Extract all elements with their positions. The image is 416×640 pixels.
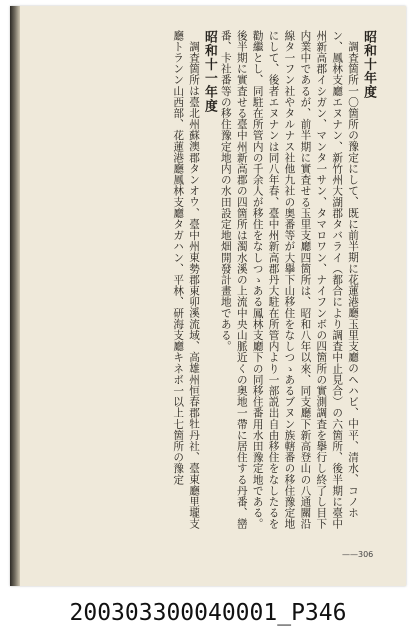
section-heading-1935: 昭和十年度	[361, 30, 376, 99]
page-number-value: 306	[358, 550, 374, 559]
archive-id-caption: 200303300040001_P346	[69, 600, 347, 626]
section-paragraph-1936: 調査箇所は臺北州蘇澳郡タンオウ、臺中州東勢郡東卯溪流域、高雄州恒春郡牡丹社、臺東廳里壠支廳トランン山西部、花蓮港廳鳳林支廳タガハン、平林、研海支廳キネボ一以上七箇所の豫定	[172, 30, 201, 529]
scanned-page	[10, 6, 406, 586]
page-number: ——306	[342, 550, 374, 559]
section-paragraph-1935: 調査箇所一〇箇所の豫定にして、既に前半期に花蓮港廳玉里支廳のヘハビ、中平、清水、コノホン、鳳林支廳エヌナン、新竹州大湖郡タバライ（都合により調査中止見合）の六箇所、後半期に臺中州新高郡イシガン、マンタ一サン、タマロワン、ナイフンボの四箇所の實測調査を擧行し終了し目下内業中であるが、前半期に實査せる玉里支廳四箇所は、昭和八年以來、同支廳下新高登山の八通關沿線タ一フン社やタルナス社他九社の奥番等が大擧下山移住をなしつゝあるブヌン族轄番の移住豫定地にして、後者エヌナンは同八年春、臺中州新高郡丹大駐在所管内より一部説出自由移住をなしたるを勸繼とし、同駐在所管内の千余人が移住をなしつゝある鳳林支廳下の同移住番用水田豫定地である。後半期に實査せる臺中州新高郡の四箇所は濁水溪の上流中央山脈近くの奥地一帶に居住する丹番、巒番、卡社番等の移住豫定地内の水田設定地畑開發計畫地である。	[219, 30, 360, 530]
vertical-text-body	[50, 30, 376, 540]
section-heading-1936: 昭和十一年度	[201, 30, 217, 113]
page-edge-shadow	[10, 6, 20, 586]
